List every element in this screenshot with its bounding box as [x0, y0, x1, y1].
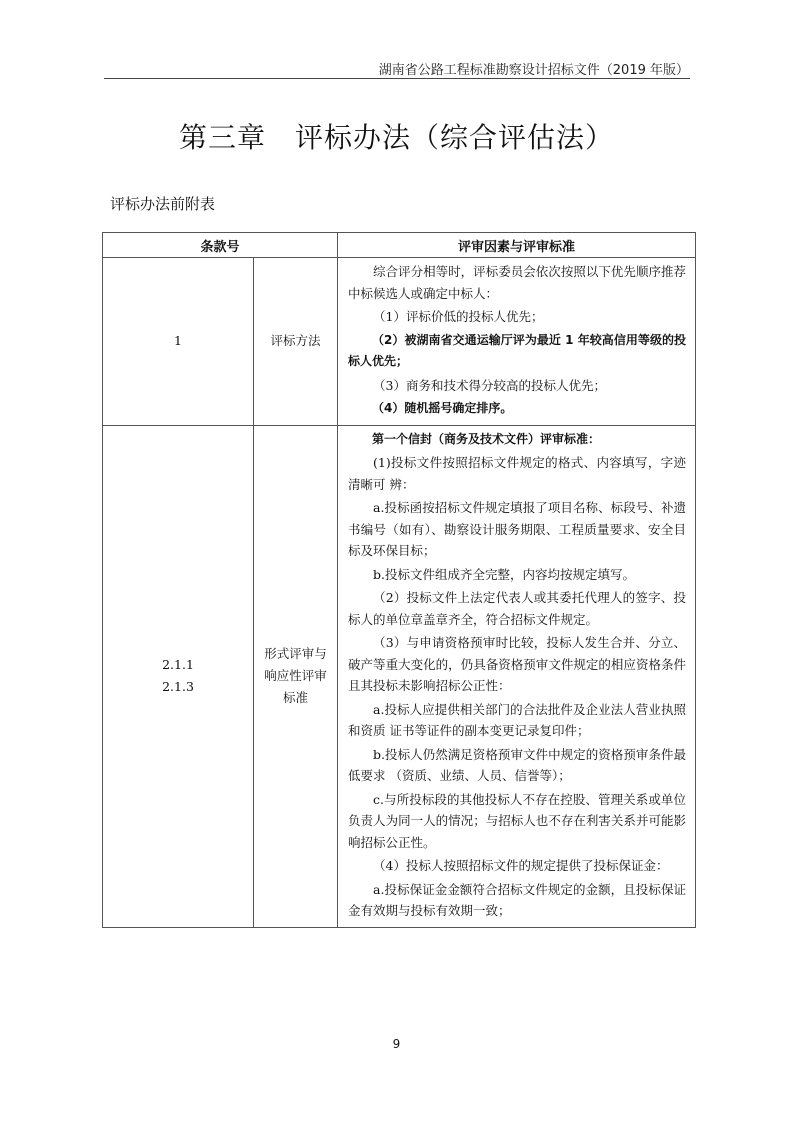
- criteria-paragraph: （2）被湖南省交通运输厅评为最近 1 年较高信用等级的投标人优先；: [348, 332, 687, 368]
- criteria-paragraph: b.投标人仍然满足资格预审文件中规定的资格预审条件最低要求 （资质、业绩、人员、信誉等）；: [348, 746, 687, 783]
- table-row: [103, 425, 696, 927]
- criteria-paragraph: a.投标函按招标文件规定填报了项目名称、标段号、补遗书编号（如有）、勘察设计服务期限、工程质量要求、安全目标及环保目标；: [348, 500, 687, 558]
- criteria-paragraph: 综合评分相等时，评标委员会依次按照以下优先顺序推荐中标候选人或确定中标人：: [348, 264, 687, 301]
- clause-item-line: 响应性评审: [264, 668, 327, 683]
- criteria-paragraph: c.与所投标段的其他投标人不存在控股、管理关系或单位负责人为同一人的情况；与招标人也不存在利害关系并可能影响招标公正性。: [348, 791, 687, 850]
- criteria-cell: [338, 258, 696, 426]
- clause-item: [254, 425, 338, 927]
- header-criteria: 评审因素与评审标准: [338, 233, 696, 258]
- clause-number-line: 2.1.3: [162, 679, 194, 694]
- clause-number: [103, 425, 254, 927]
- criteria-paragraph: 第一个信封（商务及技术文件）评审标准：: [372, 431, 601, 446]
- clause-number: 1: [103, 258, 254, 426]
- table-row: [103, 258, 696, 426]
- clause-number-line: 2.1.1: [162, 657, 194, 672]
- criteria-paragraph: （4）随机摇号确定排序。: [372, 401, 513, 415]
- header-clause-number: 条款号: [103, 233, 338, 258]
- clause-item-line: 标准: [283, 690, 309, 705]
- criteria-paragraph: a.投标人应提供相关部门的合法批件及企业法人营业执照和资质 证书等证件的副本变更记录复印件；: [348, 701, 687, 738]
- evaluation-criteria-table: [102, 232, 696, 928]
- criteria-paragraph: （2）投标文件上法定代表人或其委托代理人的签字、投标人的单位章盖章齐全，符合招标文件规定。: [348, 590, 687, 627]
- criteria-paragraph: （1）评标价低的投标人优先；: [373, 309, 544, 324]
- criteria-cell: [338, 425, 696, 927]
- clause-item: 评标方法: [254, 258, 338, 426]
- criteria-paragraph: (1)投标文件按照招标文件规定的格式、内容填写，字迹清晰可 辨：: [348, 455, 687, 492]
- chapter-title: 第三章 评标办法（综合评估法）: [178, 121, 614, 154]
- running-header: 湖南省公路工程标准勘察设计招标文件（2019 年版）: [378, 63, 689, 78]
- criteria-paragraph: （4）投标人按照招标文件的规定提供了投标保证金：: [373, 858, 669, 873]
- criteria-paragraph: （3）与申请资格预审时比较，投标人发生合并、分立、破产等重大变化的，仍具备资格预审文件规定的相应资格条件且其投标未影响招标公正性：: [348, 635, 687, 693]
- criteria-paragraph: a.投标保证金金额符合招标文件规定的金额，且投标保证金有效期与投标有效期一致；: [348, 881, 687, 918]
- page-number: 9: [392, 1037, 401, 1051]
- criteria-paragraph: （3）商务和技术得分较高的投标人优先；: [373, 377, 606, 393]
- section-title: 评标办法前附表: [110, 195, 216, 213]
- header-rule: [104, 78, 690, 79]
- table-header-row: [103, 233, 696, 258]
- clause-item-line: 形式评审与: [264, 646, 327, 661]
- criteria-paragraph: b.投标文件组成齐全完整，内容均按规定填写。: [373, 566, 635, 582]
